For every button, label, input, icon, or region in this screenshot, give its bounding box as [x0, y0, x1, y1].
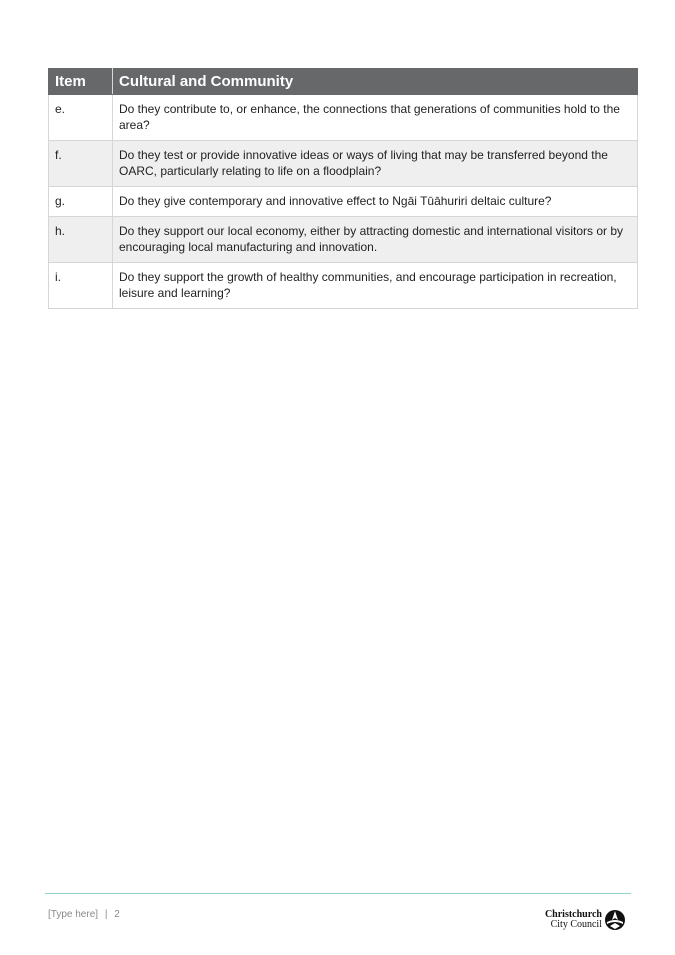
table-row: [49, 95, 638, 141]
logo-line2: City Council: [550, 919, 602, 930]
footer-left: [48, 909, 120, 920]
table-row: [49, 187, 638, 217]
header-item: Item: [49, 69, 113, 95]
table-header-row: [49, 69, 638, 95]
footer-separator: |: [104, 909, 108, 920]
table-row: [49, 263, 638, 309]
logo-line1: Christchurch: [544, 909, 602, 920]
christchurch-logo: [540, 908, 630, 934]
item-cell: h.: [49, 217, 113, 263]
christchurch-logo-icon: [604, 909, 626, 931]
criteria-table: [48, 68, 638, 309]
table-row: [49, 141, 638, 187]
logo-text: [545, 910, 602, 930]
header-cultural-community: Cultural and Community: [113, 69, 638, 95]
table-row: [49, 217, 638, 263]
question-cell: Do they give contemporary and innovative effect to Ngāi Tūāhuriri deltaic culture?: [113, 187, 638, 217]
item-cell: i.: [49, 263, 113, 309]
question-cell: Do they contribute to, or enhance, the connections that generations of communities hold to the area?: [113, 95, 638, 141]
item-cell: e.: [49, 95, 113, 141]
footer-placeholder: [Type here]: [48, 909, 99, 920]
question-cell: Do they support our local economy, either by attracting domestic and international visitors or by encouraging local manufacturing and innovation.: [113, 217, 638, 263]
item-cell: f.: [49, 141, 113, 187]
item-cell: g.: [49, 187, 113, 217]
question-cell: Do they support the growth of healthy communities, and encourage participation in recreation, leisure and learning?: [113, 263, 638, 309]
question-cell: Do they test or provide innovative ideas or ways of living that may be transferred beyond the OARC, particularly relating to life on a floodplain?: [113, 141, 638, 187]
page-number: 2: [114, 909, 120, 920]
footer-divider: [45, 893, 631, 894]
